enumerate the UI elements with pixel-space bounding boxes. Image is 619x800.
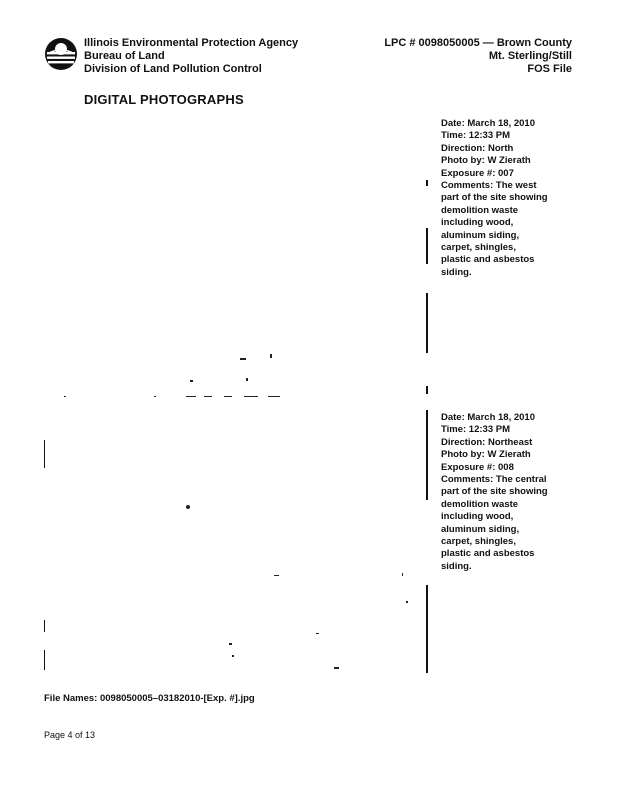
photo-1-edge: [426, 293, 428, 353]
photo-2-exposure: Exposure #: 008: [441, 461, 514, 473]
photo-1-date: Date: March 18, 2010: [441, 118, 535, 129]
photo-1-comments-line: demolition waste: [441, 204, 519, 216]
photo-1-comments-line: part of the site showing: [441, 192, 548, 204]
photo-2-direction: Direction: Northeast: [441, 436, 533, 448]
page-number: Page 4 of 13: [44, 730, 96, 740]
page-title: DIGITAL PHOTOGRAPHS: [84, 92, 244, 107]
photo-2: [44, 405, 428, 685]
photo-1-comments-line: plastic and asbestos: [441, 254, 535, 266]
photo-2-comments-line: siding.: [441, 560, 472, 572]
photo-1: [44, 110, 428, 400]
photo-1-edge: [426, 180, 428, 186]
file-type: FOS File: [527, 63, 572, 75]
file-names: File Names: 0098050005–03182010-[Exp. #].jpg: [44, 693, 255, 704]
photo-2-comments-line: Comments: The central: [441, 474, 547, 486]
illinois-epa-logo-icon: [44, 37, 78, 71]
photo-1-comments-line: including wood,: [441, 217, 514, 229]
photo-2-edge: [426, 410, 428, 500]
photo-1-caption: [441, 118, 581, 279]
photo-1-edge: [426, 228, 428, 264]
photo-1-time: Time: 12:33 PM: [441, 130, 510, 142]
photo-2-comments-line: part of the site showing: [441, 486, 548, 498]
photo-1-comments-line: siding.: [441, 266, 472, 278]
photo-2-comments-line: including wood,: [441, 511, 514, 523]
division-name: Division of Land Pollution Control: [84, 63, 262, 75]
photo-1-exposure: Exposure #: 007: [441, 167, 514, 179]
site-name: Mt. Sterling/Still: [488, 50, 572, 62]
photo-2-comments-line: aluminum siding,: [441, 523, 520, 535]
photo-1-direction: Direction: North: [441, 142, 514, 154]
photo-2-edge: [426, 585, 428, 673]
photo-2-time: Time: 12:33 PM: [441, 424, 510, 436]
photo-1-comments-line: carpet, shingles,: [441, 242, 516, 254]
photo-2-caption: [441, 412, 581, 573]
agency-name: Illinois Environmental Protection Agency: [84, 37, 299, 49]
photo-1-photographer: Photo by: W Zierath: [441, 155, 531, 167]
photo-2-photographer: Photo by: W Zierath: [441, 449, 531, 461]
photo-1-comments-line: Comments: The west: [441, 180, 537, 192]
photo-2-comments-line: carpet, shingles,: [441, 536, 516, 548]
lpc-block: [384, 37, 572, 76]
photo-1-edge: [426, 386, 428, 394]
lpc-number: LPC # 0098050005 — Brown County: [384, 37, 572, 49]
photo-2-date: Date: March 18, 2010: [441, 412, 535, 423]
photo-2-comments-line: plastic and asbestos: [441, 548, 535, 560]
bureau-name: Bureau of Land: [84, 50, 165, 62]
photo-1-comments-line: aluminum siding,: [441, 229, 520, 241]
photo-2-comments-line: demolition waste: [441, 498, 519, 510]
agency-block: [84, 37, 298, 76]
